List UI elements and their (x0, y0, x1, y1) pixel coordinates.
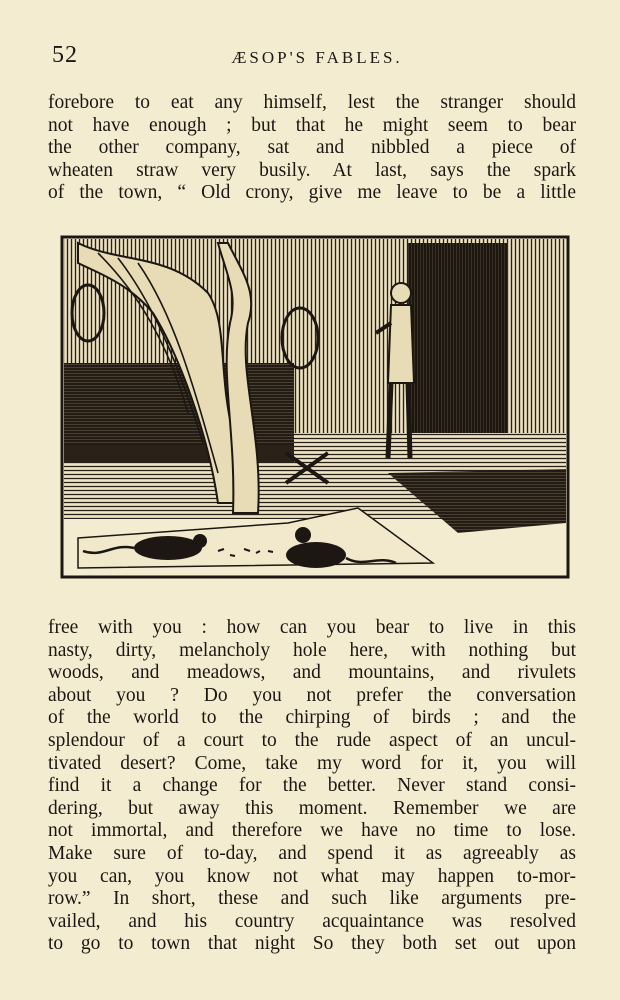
text-line: tivated desert? Come, take my word for it, you will (48, 752, 576, 774)
text-line: not immortal, and therefore we have no time to lose. (48, 820, 576, 842)
page-number: 52 (52, 42, 78, 68)
text-line: of the town, “ Old crony, give me leave to be a little (48, 182, 576, 204)
mouse-left-head (193, 534, 207, 548)
text-line: woods, and meadows, and mountains, and rivulets (48, 662, 576, 684)
text-line: Make sure of to-day, and spend it as agreeably as (48, 842, 576, 864)
text-line: wheaten straw very busily. At last, says the spark (48, 159, 576, 181)
mouse-right-head (295, 527, 311, 543)
paragraph-after-illustration (48, 617, 576, 956)
text-line: you can, you know not what may happen to-mor- (48, 865, 576, 887)
text-line: forebore to eat any himself, lest the stranger should (48, 92, 576, 113)
mouse-left (134, 536, 202, 560)
text-line: splendour of a court to the rude aspect of an uncul- (48, 729, 576, 751)
text-line: of the world to the chirping of birds ; and the (48, 707, 576, 729)
bed (64, 363, 294, 453)
text-line: to go to town that night So they both set out upon (48, 933, 576, 955)
text-line: find it a change for the better. Never stand consi- (48, 775, 576, 797)
text-line: nasty, dirty, melancholy hole here, with nothing but (48, 639, 576, 661)
text-line: not have enough ; but that he might seem to bear (48, 114, 576, 136)
mouse-right (286, 542, 346, 568)
text-line: row.” In short, these and such like arguments pre- (48, 888, 576, 910)
bed-frame (64, 445, 294, 463)
text-line: vailed, and his country acquaintance was resolved (48, 910, 576, 932)
running-title: ÆSOP'S FABLES. (231, 48, 403, 67)
text-line: dering, but away this moment. Remember we are (48, 797, 576, 819)
page-header (52, 42, 582, 76)
text-line: free with you : how can you bear to live in this (48, 617, 576, 638)
text-line: about you ? Do you not prefer the conversation (48, 684, 576, 706)
man-body (388, 305, 414, 383)
woodcut-illustration (58, 233, 576, 583)
man-head (391, 283, 411, 303)
text-line: the other company, sat and nibbled a piece of (48, 137, 576, 159)
paragraph-before-illustration (48, 92, 576, 205)
